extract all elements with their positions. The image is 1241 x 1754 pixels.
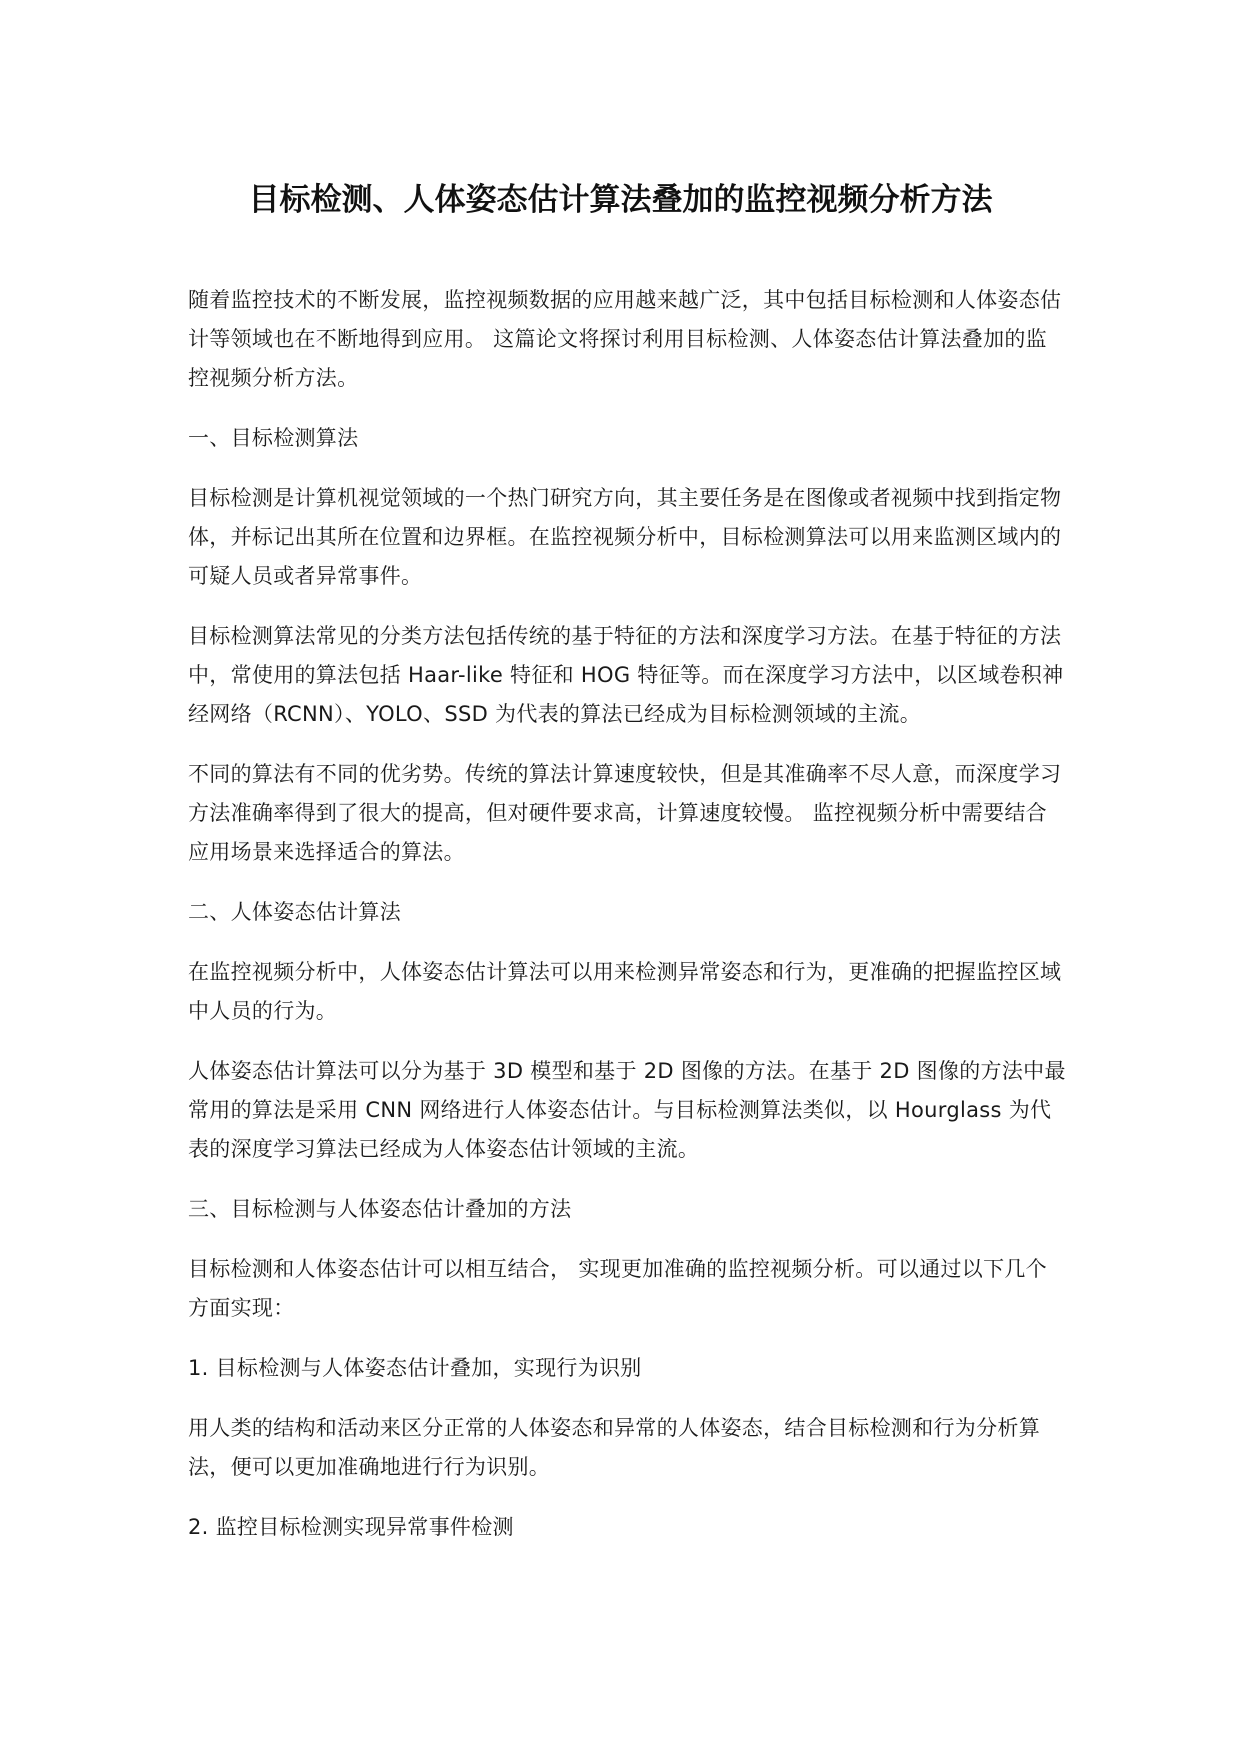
section-3-paragraph-1: 目标检测和人体姿态估计可以相互结合， 实现更加准确的监控视频分析。可以通过以下几个方面实现： <box>188 1257 1047 1320</box>
document-title: 目标检测、人体姿态估计算法叠加的监控视频分析方法 <box>248 182 993 218</box>
section-3-item-2-heading: 2. 监控目标检测实现异常事件检测 <box>188 1515 514 1539</box>
section-1-paragraph-2: 目标检测算法常见的分类方法包括传统的基于特征的方法和深度学习方法。在基于特征的方法中，常使用的算法包括 Haar-like 特征和 HOG 特征等。而在深度学习方法中，以区域卷积神经网络（RCNN）、YOLO、SSD 为代表的算法已经成为目标检测领域的主流。 <box>188 624 1064 726</box>
section-1-heading: 一、目标检测算法 <box>188 426 359 450</box>
intro-paragraph: 随着监控技术的不断发展，监控视频数据的应用越来越广泛，其中包括目标检测和人体姿态估计等领域也在不断地得到应用。 这篇论文将探讨利用目标检测、人体姿态估计算法叠加的监控视频分析方法。 <box>188 288 1062 390</box>
section-2-paragraph-2: 人体姿态估计算法可以分为基于 3D 模型和基于 2D 图像的方法。在基于 2D 图像的方法中最常用的算法是采用 CNN 网络进行人体姿态估计。与目标检测算法类似，以 Hourglass 为代表的深度学习算法已经成为人体姿态估计领域的主流。 <box>188 1059 1066 1161</box>
section-1-paragraph-1: 目标检测是计算机视觉领域的一个热门研究方向，其主要任务是在图像或者视频中找到指定物体，并标记出其所在位置和边界框。在监控视频分析中，目标检测算法可以用来监测区域内的可疑人员或者异常事件。 <box>188 486 1062 588</box>
document-body <box>188 281 1068 1568</box>
section-3-item-1-text: 用人类的结构和活动来区分正常的人体姿态和异常的人体姿态，结合目标检测和行为分析算法，便可以更加准确地进行行为识别。 <box>188 1416 1040 1479</box>
section-2-paragraph-1: 在监控视频分析中，人体姿态估计算法可以用来检测异常姿态和行为，更准确的把握监控区域中人员的行为。 <box>188 960 1062 1023</box>
section-3-item-1-heading: 1. 目标检测与人体姿态估计叠加，实现行为识别 <box>188 1356 642 1380</box>
section-2-heading: 二、人体姿态估计算法 <box>188 900 401 924</box>
section-1-paragraph-3: 不同的算法有不同的优劣势。传统的算法计算速度较快，但是其准确率不尽人意，而深度学习方法准确率得到了很大的提高，但对硬件要求高，计算速度较慢。 监控视频分析中需要结合应用场景来选择适合的算法。 <box>188 762 1062 864</box>
section-3-heading: 三、目标检测与人体姿态估计叠加的方法 <box>188 1197 572 1221</box>
